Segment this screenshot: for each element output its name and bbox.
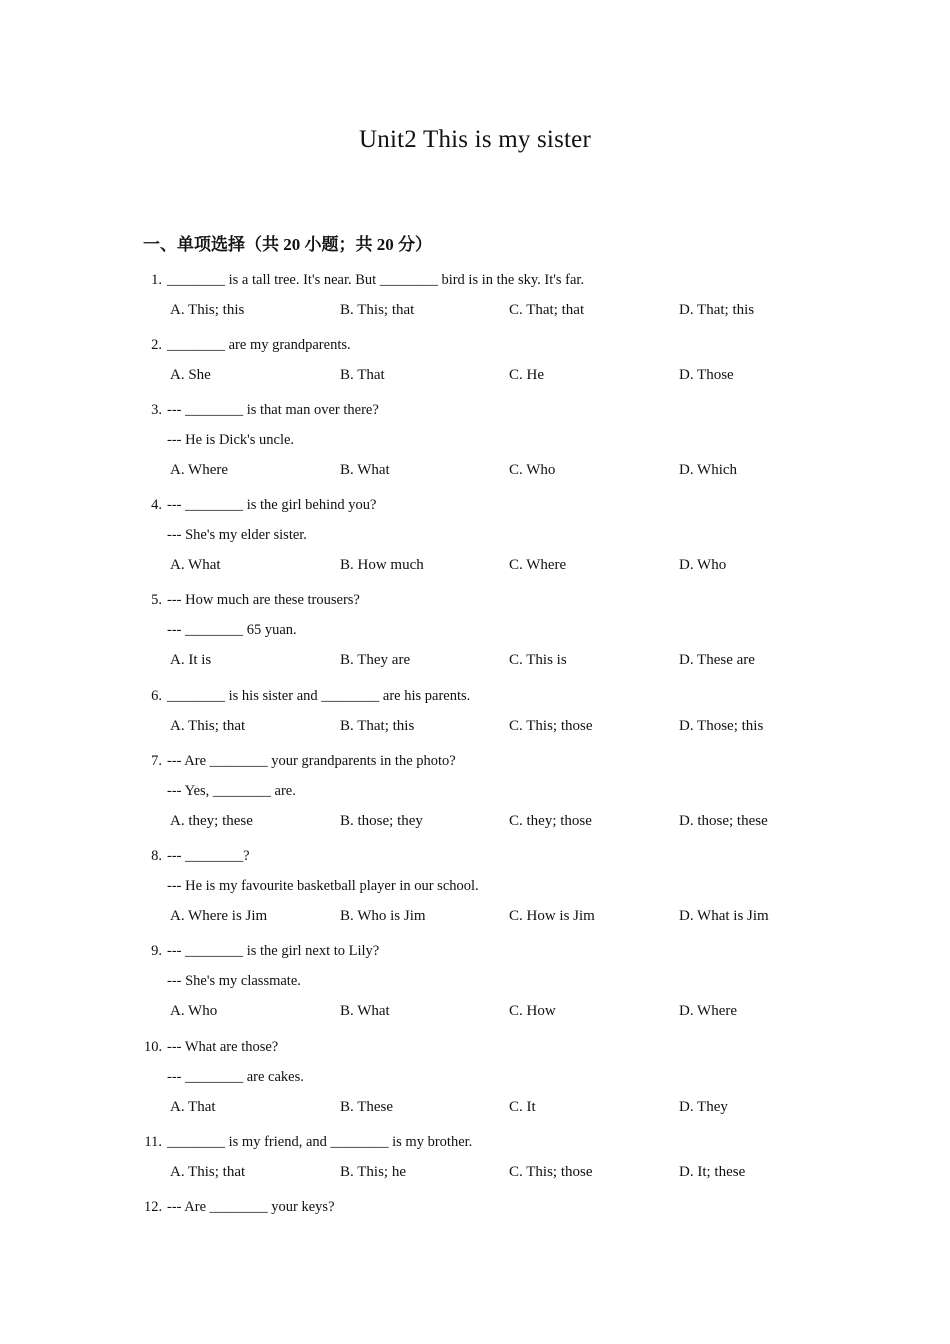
page-title: Unit2 This is my sister: [359, 126, 591, 153]
question-number: 4.: [151, 497, 162, 513]
question-line: [144, 585, 824, 615]
answer-option-c: C. How is Jim: [509, 908, 595, 924]
answer-option-c: C. How: [509, 1003, 556, 1019]
question-line: [144, 1062, 824, 1092]
question-6: [144, 681, 824, 742]
answer-option-b: B. This; that: [340, 302, 415, 318]
answer-option-d: D. Where: [679, 1003, 738, 1019]
question-line: [144, 425, 824, 455]
answer-option-c: C. This; those: [509, 718, 593, 734]
answer-options: [144, 711, 824, 742]
question-number: 8.: [151, 848, 162, 864]
answer-option-c: C. He: [509, 367, 544, 383]
answer-option-a: A. This; that: [170, 1164, 246, 1180]
answer-option-c: C. Where: [509, 557, 567, 573]
question-text: ________ is his sister and ________ are his parents.: [167, 688, 471, 704]
answer-option-a: A. This; that: [170, 718, 246, 734]
answer-option-b: B. What: [340, 1003, 390, 1019]
question-number: 10.: [144, 1039, 163, 1055]
question-9: [144, 936, 824, 1027]
question-5: [144, 585, 824, 676]
answer-option-c: C. It: [509, 1099, 536, 1115]
answer-option-c: C. That; that: [509, 302, 585, 318]
answer-options: [144, 455, 824, 486]
answer-option-d: D. These are: [679, 652, 755, 668]
answer-options: [144, 1092, 824, 1123]
question-line: [144, 776, 824, 806]
answer-options: [144, 996, 824, 1027]
question-text: --- ________ is the girl behind you?: [167, 497, 377, 513]
question-line: [144, 330, 824, 360]
question-text: --- ________ are cakes.: [167, 1069, 304, 1085]
answer-option-c: C. Who: [509, 462, 556, 478]
question-text: --- She's my elder sister.: [167, 527, 307, 543]
question-text: --- ________ 65 yuan.: [167, 622, 297, 638]
answer-option-a: A. What: [170, 557, 221, 573]
question-line: [144, 746, 824, 776]
question-text: --- How much are these trousers?: [167, 592, 360, 608]
answer-option-d: D. Those: [679, 367, 734, 383]
question-number: 2.: [151, 337, 162, 353]
answer-option-a: A. This; this: [170, 302, 245, 318]
answer-option-a: A. It is: [170, 652, 212, 668]
question-4: [144, 490, 824, 581]
answer-option-c: C. This; those: [509, 1164, 593, 1180]
answer-option-b: B. those; they: [340, 813, 423, 829]
answer-option-c: C. This is: [509, 652, 567, 668]
answer-option-a: A. She: [170, 367, 211, 383]
answer-options: [144, 1157, 824, 1188]
answer-option-d: D. It; these: [679, 1164, 746, 1180]
answer-option-b: B. This; he: [340, 1164, 406, 1180]
question-text: --- Are ________ your grandparents in the photo?: [167, 753, 456, 769]
question-number: 5.: [151, 592, 162, 608]
question-8: [144, 841, 824, 932]
question-line: [144, 871, 824, 901]
question-text: --- ________ is the girl next to Lily?: [167, 943, 380, 959]
answer-option-a: A. Where is Jim: [170, 908, 268, 924]
answer-option-b: B. How much: [340, 557, 424, 573]
answer-options: [144, 550, 824, 581]
answer-option-a: A. Who: [170, 1003, 218, 1019]
answer-options: [144, 901, 824, 932]
question-line: [144, 841, 824, 871]
answer-option-a: A. That: [170, 1099, 216, 1115]
answer-option-b: B. That: [340, 367, 385, 383]
question-number: 12.: [144, 1199, 163, 1215]
question-11: [144, 1127, 824, 1188]
answer-option-d: D. They: [679, 1099, 728, 1115]
question-text: --- ________?: [167, 848, 250, 864]
answer-option-d: D. those; these: [679, 813, 768, 829]
answer-option-d: D. What is Jim: [679, 908, 769, 924]
question-text: ________ is my friend, and ________ is my brother.: [167, 1134, 473, 1150]
answer-option-d: D. Who: [679, 557, 727, 573]
question-line: [144, 615, 824, 645]
answer-option-d: D. That; this: [679, 302, 755, 318]
answer-option-b: B. These: [340, 1099, 394, 1115]
answer-options: [144, 806, 824, 837]
question-text: --- ________ is that man over there?: [167, 402, 379, 418]
question-number: 6.: [151, 688, 162, 704]
question-text: ________ are my grandparents.: [167, 337, 351, 353]
question-1: [144, 265, 824, 326]
question-line: [144, 1127, 824, 1157]
question-line: [144, 1192, 824, 1222]
question-line: [144, 490, 824, 520]
answer-option-b: B. What: [340, 462, 390, 478]
answer-option-c: C. they; those: [509, 813, 592, 829]
question-line: [144, 1032, 824, 1062]
question-line: [144, 395, 824, 425]
answer-option-b: B. They are: [340, 652, 411, 668]
question-text: --- He is Dick's uncle.: [167, 432, 295, 448]
question-line: [144, 681, 824, 711]
question-7: [144, 746, 824, 837]
question-line: [144, 265, 824, 295]
question-2: [144, 330, 824, 391]
question-number: 1.: [151, 272, 162, 288]
section-heading: 一、单项选择（共 20 小题；共 20 分）: [143, 235, 432, 254]
answer-option-a: A. Where: [170, 462, 229, 478]
answer-option-a: A. they; these: [170, 813, 253, 829]
answer-options: [144, 360, 824, 391]
question-number: 7.: [151, 753, 162, 769]
question-number: 3.: [151, 402, 162, 418]
question-number: 11.: [144, 1134, 162, 1150]
question-number: 9.: [151, 943, 162, 959]
question-line: [144, 966, 824, 996]
question-text: --- Are ________ your keys?: [167, 1199, 335, 1215]
question-10: [144, 1032, 824, 1123]
answer-option-d: D. Those; this: [679, 718, 764, 734]
question-text: --- She's my classmate.: [167, 973, 301, 989]
question-text: --- Yes, ________ are.: [167, 783, 296, 799]
answer-options: [144, 295, 824, 326]
question-text: --- What are those?: [167, 1039, 279, 1055]
question-line: [144, 936, 824, 966]
question-line: [144, 520, 824, 550]
question-text: --- He is my favourite basketball player in our school.: [167, 878, 479, 894]
question-12: [144, 1192, 824, 1222]
answer-options: [144, 645, 824, 676]
answer-option-b: B. Who is Jim: [340, 908, 426, 924]
question-text: ________ is a tall tree. It's near. But ________ bird is in the sky. It's far.: [167, 272, 585, 288]
answer-option-d: D. Which: [679, 462, 738, 478]
answer-option-b: B. That; this: [340, 718, 415, 734]
question-3: [144, 395, 824, 486]
